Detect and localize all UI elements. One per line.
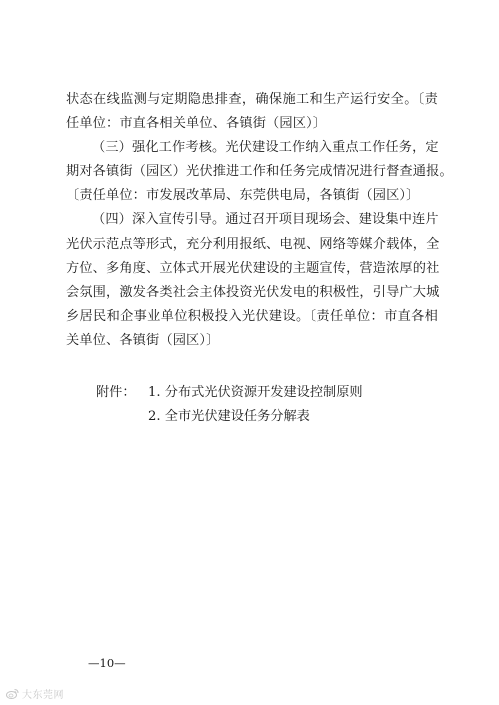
paragraph-1-line-1: 状态在线监测与定期隐患排查，确保施工和生产运行安全。〔责	[66, 92, 438, 107]
paragraph-2-line-3: 〔责任单位：市发展改革局、东莞供电局，各镇街（园区）〕	[66, 188, 420, 204]
watermark-text: 大东莞网	[22, 689, 64, 701]
attachments	[96, 381, 363, 429]
paragraph-2-line-2: 期对各镇街（园区）光伏推进工作和任务完成情况进行督查通报。	[66, 164, 453, 180]
page-number: —10—	[88, 656, 126, 670]
attachment-item: 2. 全市光伏建设任务分解表	[148, 409, 310, 424]
body-text	[66, 88, 453, 353]
paragraph-3-line-2: 光伏示范点等形式，充分利用报纸、电视、网络等媒介载体，全	[66, 236, 440, 252]
attachment-row-2	[96, 405, 363, 429]
paragraph-3-line-1: （四）深入宣传引导。通过召开项目现场会、建设集中连片	[92, 212, 439, 228]
paragraph-2-line-1: （三）强化工作考核。光伏建设工作纳入重点工作任务，定	[92, 140, 439, 156]
watermark	[6, 686, 64, 700]
attachment-item: 1. 分布式光伏资源开发建设控制原则	[148, 385, 363, 400]
paragraph-3-line-4: 会氛围，激发各类社会主体投资光伏发电的积极性，引导广大城	[66, 284, 440, 300]
paragraph-3-line-6: 关单位、各镇街（园区）〕	[66, 332, 220, 348]
paragraph-3-line-3: 方位、多角度、立体式开展光伏建设的主题宣传，营造浓厚的社	[66, 260, 440, 276]
weibo-logo-icon	[6, 688, 19, 699]
paragraph-3-line-5: 乡居民和企事业单位积极投入光伏建设。〔责任单位：市直各相	[66, 308, 438, 324]
attachments-label: 附件：	[96, 385, 136, 400]
paragraph-1-line-2: 任单位：市直各相关单位、各镇街（园区）〕	[66, 116, 327, 132]
attachment-row-1	[96, 381, 363, 405]
